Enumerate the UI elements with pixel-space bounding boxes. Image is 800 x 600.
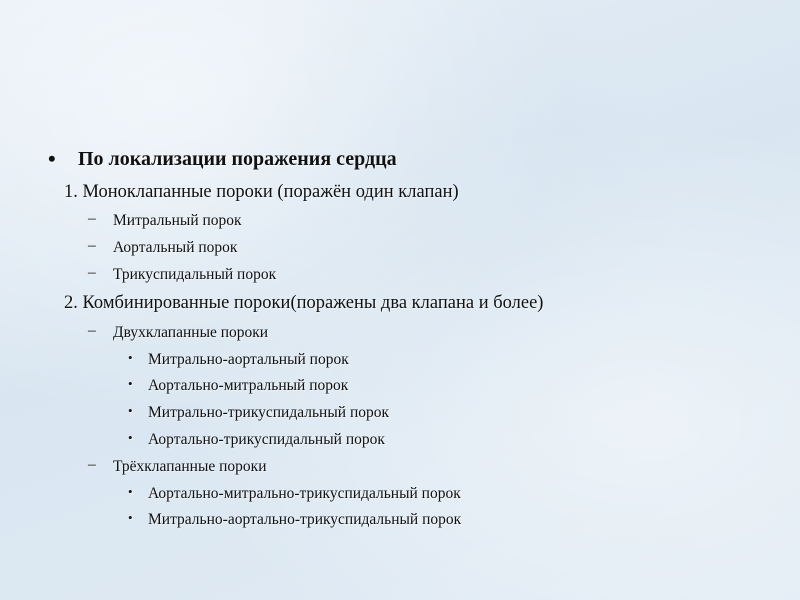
list-item: – Трикуспидальный порок [88, 264, 277, 283]
dash-icon: – [88, 456, 96, 473]
bullet-icon: • [128, 510, 133, 525]
bullet-icon: • [128, 350, 133, 365]
group-title-mono: 1. Моноклапанные пороки (поражён один клапан) [64, 182, 459, 202]
list-item: • Аортально-митральный порок [128, 376, 349, 394]
list-item: • Аортально-трикуспидальный порок [128, 430, 385, 448]
list-item: • Аортально-митрально-трикуспидальный порок [128, 484, 461, 502]
bullet-icon: • [128, 430, 133, 445]
dash-icon: – [88, 264, 96, 281]
group-title-combined: 2. Комбинированные пороки(поражены два клапана и более) [64, 293, 544, 313]
list-item: – Митральный порок [88, 210, 242, 229]
subgroup-title-two-valve: – Двухклапанные пороки [88, 322, 269, 341]
subgroup-title-three-valve: – Трёхклапанные пороки [88, 456, 267, 475]
list-item: • Митрально-аортально-трикуспидальный порок [128, 510, 462, 528]
list-item: • Митрально-аортальный порок [128, 350, 349, 368]
list-item: • Митрально-трикуспидальный порок [128, 403, 390, 421]
dash-icon: – [88, 322, 96, 339]
dash-icon: – [88, 237, 96, 254]
slide-heading [48, 146, 748, 176]
dash-icon: – [88, 210, 96, 227]
bullet-icon: • [128, 403, 133, 418]
heading-text: По локализации поражения сердца [78, 148, 397, 170]
bullet-icon: • [48, 146, 56, 171]
bullet-icon: • [128, 376, 133, 391]
list-item: – Аортальный порок [88, 237, 238, 256]
bullet-icon: • [128, 484, 133, 499]
